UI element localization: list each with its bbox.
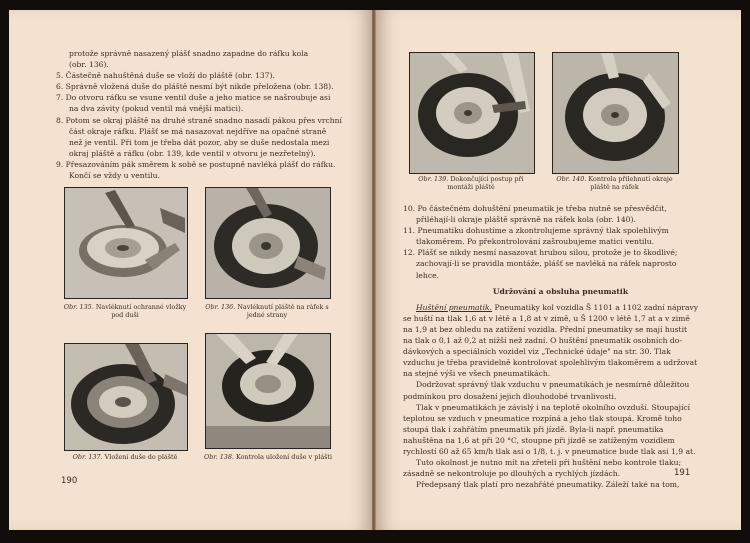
text-line: 5. Částečně nahuštěná duše se vloží do pláště (obr. 137). bbox=[56, 71, 275, 81]
text-line: lehce. bbox=[416, 270, 439, 280]
text-line: teplotou se vzduch v pneumatice rozpíná a jeho tlak stoupá. Kromě toho bbox=[403, 413, 682, 423]
figure-136-photo bbox=[205, 187, 331, 299]
text-line: (obr. 136). bbox=[69, 60, 109, 70]
figure-caption-text: Kontrola přilehnutí okraje pláště na ráfek bbox=[588, 175, 673, 192]
paragraph-text: Pneumatiky kol vozidla Š 1101 a 1102 zadní nápravy bbox=[494, 302, 699, 312]
figure-number: Obr. 139. bbox=[418, 175, 449, 183]
text-line: 6. Správně vložená duše do pláště nesmí být nikde přeložena (obr. 138). bbox=[56, 82, 334, 92]
text-line: 9. Přesazováním pák směrem k sobě se postupně navléká plášť do ráfku. bbox=[56, 159, 336, 169]
text-line: nahuštěna na 1,6 at při 20 °C, stoupne při jízdě se zatíženým vozidlem bbox=[403, 435, 675, 445]
text-line: než je ventil. Při tom je třeba dát pozor, aby se duše nedostala mezi bbox=[69, 137, 330, 147]
figure-caption-text: Navléknutí pláště na ráfek s jedné strany bbox=[237, 303, 329, 320]
text-line: Tuto okolnost je nutno mít na zřeteli při huštění nebo kontrole tlaku; bbox=[416, 458, 682, 468]
text-line: se huští na tlak 1,6 at v létě a 1,8 at v zimě, u Š 1200 v létě 1,7 at a v zimě bbox=[403, 313, 690, 323]
figure-number: Obr. 136. bbox=[205, 303, 236, 311]
figure-139-photo bbox=[409, 52, 535, 174]
figure-number: Obr. 138. bbox=[203, 453, 234, 461]
text-line: na dva závity (pokud ventil má vnější matici). bbox=[69, 104, 244, 114]
text-line: na stejné výši ve všech pneumatikách. bbox=[403, 369, 551, 379]
figure-137-caption bbox=[64, 453, 186, 461]
figure-number: Obr. 140. bbox=[556, 175, 587, 183]
figure-138-caption bbox=[199, 453, 337, 461]
text-line: dávkových a speciálních vozidel viz „Technické údaje" na str. 30. Tlak bbox=[403, 347, 671, 357]
section-heading: Udržování a obsluha pneumatik bbox=[492, 286, 629, 296]
figure-137-photo bbox=[64, 343, 188, 451]
text-line bbox=[403, 302, 718, 313]
left-page-text bbox=[56, 48, 356, 181]
text-line: podmínkou pro dosažení jejich dlouhodobé trvanlivosti. bbox=[403, 391, 617, 401]
text-line: 8. Potom se okraj pláště na druhé straně snadno nasadí pákou přes vrchní bbox=[56, 115, 342, 125]
figure-135-caption bbox=[59, 303, 191, 319]
text-line: Dodržovat správný tlak vzduchu v pneumatikách je nesmírně důležitou bbox=[416, 380, 690, 390]
figure-caption-text: Kontrola uložení duše v plášti bbox=[235, 453, 333, 461]
text-line: 12. Plášť se nikdy nesmí nasazovat hrubou silou, protože je to škodlivé; bbox=[403, 248, 678, 258]
text-line: zásadně se nekontroluje po dlouhých a rychlých jízdách. bbox=[403, 469, 621, 479]
text-line: Předepsaný tlak platí pro nezahřáté pneumatiky. Záleží také na tom, bbox=[416, 480, 680, 490]
text-line: vzduchu je třeba pravidelně kontrolovat spolehlivým tlakoměrem a udržovat bbox=[403, 358, 698, 368]
page-number: 190 bbox=[61, 476, 78, 486]
page-number: 191 bbox=[674, 468, 691, 478]
text-line: 7. Do otvoru ráfku se vsune ventil duše a jeho matice se našroubuje asi bbox=[56, 93, 331, 103]
figure-136-caption bbox=[201, 303, 333, 319]
text-line: rychlostí 60 až 65 km/h tlak asi o 1/8, t. j. v pneumatice bude tlak asi 1,9 at. bbox=[403, 446, 696, 456]
paragraph-lead: Huštění pneumatik. bbox=[416, 302, 493, 312]
figure-138-photo bbox=[205, 333, 331, 449]
text-line: protože správně nasazený plášť snadno zapadne do ráfku kola bbox=[69, 49, 309, 58]
text-line: Končí se vždy u ventilu. bbox=[69, 171, 160, 181]
text-line: Tlak v pneumatikách je závislý i na teplotě okolního ovzduší. Stoupající bbox=[416, 402, 691, 412]
figure-140-photo bbox=[552, 52, 679, 174]
text-line: zachovají-li se pravidla montáže, plášť se navléká na ráfek naprosto bbox=[416, 259, 677, 269]
figure-number: Obr. 135. bbox=[63, 303, 94, 311]
text-line: část okraje ráfku. Plášť se má nasazovat nejdříve na opačné straně bbox=[69, 126, 327, 136]
text-line: na tlak o 0,1 až 0,2 at nižší než zadní. O huštění pneumatik osobních do- bbox=[403, 336, 682, 346]
left-page bbox=[9, 10, 372, 530]
figure-caption-text: Dokončující postup při montáži pláště bbox=[447, 175, 524, 192]
right-page bbox=[376, 10, 741, 530]
text-line: přiléhají-li okraje pláště správně na ráfek kola (obr. 140). bbox=[416, 215, 636, 225]
right-page-text bbox=[403, 203, 718, 490]
figure-number: Obr. 137. bbox=[72, 453, 103, 461]
text-line: stoupá tlak i zahřátím pneumatik při jízdě. Byla-li např. pneumatika bbox=[403, 424, 664, 434]
text-line: 11. Pneumatiku dohustíme a zkontrolujeme správný tlak spolehlivým bbox=[403, 226, 669, 236]
text-line: 10. Po částečném dohuštění pneumatik je třeba nutně se přesvědčit, bbox=[403, 204, 667, 213]
figure-caption-text: Vložení duše do pláště bbox=[104, 453, 178, 461]
text-line: okraj pláště a ráfku (obr. 139, kde ventil v otvoru je nezřetelný). bbox=[69, 148, 316, 158]
figure-135-photo bbox=[64, 187, 188, 299]
figure-caption-text: Navléknutí ochranné vložky pod duši bbox=[95, 303, 187, 320]
figure-139-caption bbox=[409, 175, 533, 191]
figure-140-caption bbox=[548, 175, 681, 191]
text-line: tlakoměrem. Po překontrolování zašroubujeme matici ventilu. bbox=[416, 237, 655, 247]
text-line: na 1,9 at bez ohledu na zatížení vozidla. Přední pneumatiky se mají hustit bbox=[403, 324, 688, 334]
